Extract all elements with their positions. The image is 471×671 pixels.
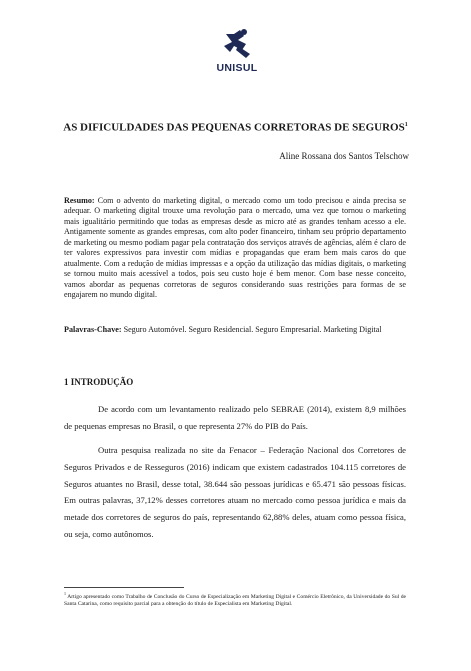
unisul-logo <box>212 26 262 84</box>
unisul-emblem-icon <box>220 26 254 60</box>
paragraph: Outra pesquisa realizada no site da Fenacor – Federação Nacional dos Corretores de Seguros Privados e de Resseguros (2016) indicam que existem cadastrados 104.115 corretores de Seguros atuantes no Brasil, desse total, 38.644 são pessoas jurídicas e 65.471 são pessoas físicas. Em outras palavras, 37,12% desses corretores atuam no mercado como pessoa jurídica e mais da metade dos corretores de seguros do país, representando 62,88% deles, atuam como pessoa física, ou seja, como autônomos. <box>64 445 406 539</box>
footnote-divider <box>64 587 184 588</box>
footnote <box>64 590 406 609</box>
footnote-marker: 1 <box>64 591 66 596</box>
logo-wordmark: UNISUL <box>216 62 258 74</box>
section-heading: 1 INTRODUÇÃO <box>64 377 134 387</box>
author-name: Aline Rossana dos Santos Telschow <box>279 151 409 161</box>
paragraph: De acordo com um levantamento realizado pelo SEBRAE (2014), existem 8,9 milhões de pequenas empresas no Brasil, o que representa 27% do PIB do País. <box>64 404 406 431</box>
title-footnote-marker: 1 <box>404 122 408 128</box>
abstract-text: Com o advento do marketing digital, o mercado como um todo precisou e ainda precisa se adequar. O marketing digital trouxe uma revolução para o mercado, uma vez que tornou o marketing mais igualitário permitindo que todas as empresas desde as micro até as grandes tenham acesso a ele. Antigamente somente as grandes empresas, com alto poder financeiro, tinham seu próprio departamento de marketing ou mesmo podiam pagar pela contratação dos serviços através de agências, além é claro de ter valores expressivos para investir com mídias e propagandas que eram bem mais caros do que atualmente. Com a redução de mídias impressas e a opção da utilização das mídias digitais, o marketing se tornou muito mais acessível a todos, pois seu custo hoje é bem menor. Com base nesse conceito, vamos abordar as pequenas corretoras de seguros considerando suas restrições para formas de se engajarem no mundo digital. <box>64 196 406 300</box>
keywords-text: Seguro Automóvel. Seguro Residencial. Seguro Empresarial. Marketing Digital <box>123 325 382 334</box>
keywords-label: Palavras-Chave: <box>64 325 122 334</box>
abstract <box>64 196 406 301</box>
abstract-label: Resumo: <box>64 196 95 205</box>
title-text: AS DIFICULDADES DAS PEQUENAS CORRETORAS DE SEGUROS <box>63 121 405 134</box>
article-title <box>60 119 411 135</box>
keywords <box>64 325 406 335</box>
footnote-text: Artigo apresentado como Trabalho de Conclusão do Curso de Especialização em Marketing Digital e Comércio Eletrônico, da Universidade do Sul de Santa Catarina, como requisito parcial para a obtenção do título de Especialista em Marketing Digital. <box>64 593 406 608</box>
